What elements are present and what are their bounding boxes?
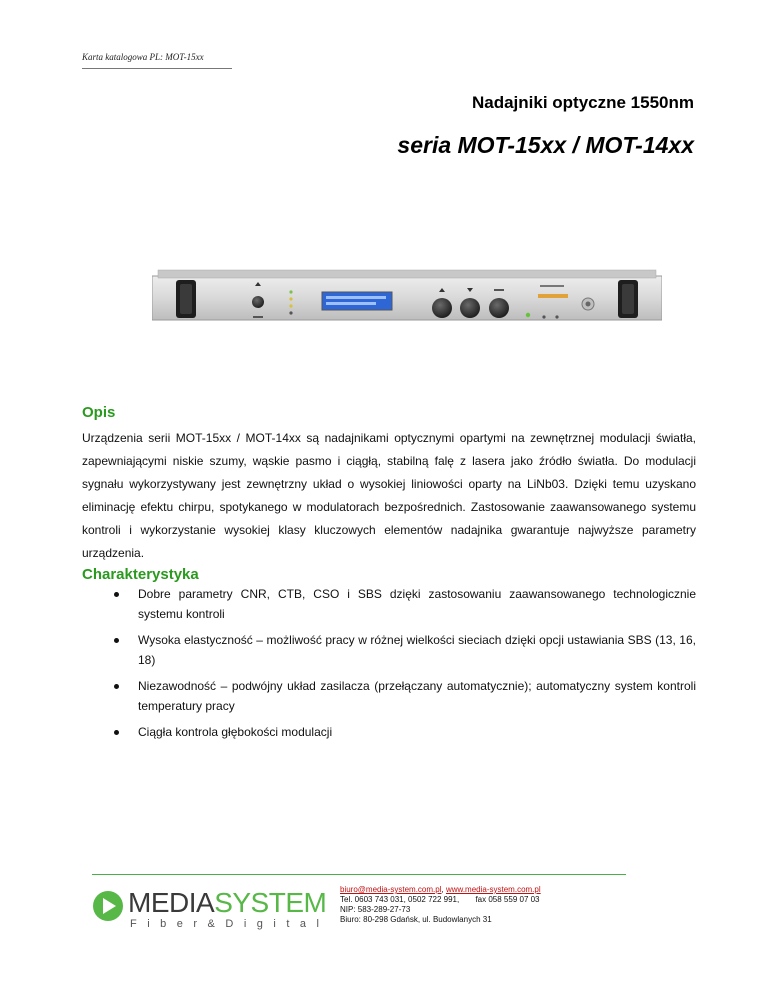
feature-text: Ciągła kontrola głębokości modulacji [138, 725, 333, 739]
nip-text: NIP: 583-289-27-73 [340, 905, 411, 914]
section-heading-features: Charakterystyka [82, 566, 199, 583]
bullet-icon [114, 638, 119, 643]
feature-list [82, 584, 696, 748]
company-logo [92, 886, 330, 936]
phone-text: Tel. 0603 743 031, 0502 722 991, [340, 895, 460, 904]
fax-text: fax 058 559 07 03 [475, 895, 540, 904]
list-item [82, 722, 696, 742]
section-heading-description: Opis [82, 404, 116, 421]
list-item [82, 584, 696, 624]
feature-text: Dobre parametry CNR, CTB, CSO i SBS dzięki zastosowaniu zaawansowanego technologicznie systemu kontroli [138, 587, 696, 621]
contact-block [340, 885, 541, 925]
list-item [82, 676, 696, 716]
logo-system-text: SYSTEM [214, 887, 327, 918]
series-title: seria MOT-15xx / MOT-14xx [397, 132, 694, 158]
logo-media-text: MEDIA [128, 887, 215, 918]
address-text: Biuro: 80-298 Gdańsk, ul. Budowlanych 31 [340, 915, 492, 924]
feature-text: Niezawodność – podwójny układ zasilacza (przełączany automatycznie); automatyczny system kontroli temperatury pracy [138, 679, 696, 713]
description-paragraph: Urządzenia serii MOT-15xx / MOT-14xx są nadajnikami optycznymi opartymi na zewnętrznej modulacji światła, zapewniającymi niskie szumy, wąskie pasmo i ciągłą, stabilną falę z lasera jako źródło światła. Do modulacji sygnału wykorzystywany jest zewnętrzny układ o wysokiej liniowości oparty na LiNb03. Dzięki temu uzyskano eliminację efektu chirpu, spotykanego w modulatorach bezpośrednich. Zastosowanie zaawansowanego systemu kontroli i wykorzystanie wysokiej klasy kluczowych elementów nadajnika gwarantuje najwyższe parametry urządzenia. [82, 431, 696, 560]
email-link[interactable]: biuro@media-system.com.pl [340, 885, 442, 894]
bullet-icon [114, 592, 119, 597]
list-item [82, 630, 696, 670]
running-head: Karta katalogowa PL: MOT-15xx [82, 52, 204, 62]
feature-text: Wysoka elastyczność – możliwość pracy w różnej wielkości sieciach dzięki opcji ustawiania SBS (13, 16, 18) [138, 633, 696, 667]
page-title: Nadajniki optyczne 1550nm [471, 93, 694, 112]
product-photo [152, 262, 662, 334]
header-rule [82, 68, 232, 69]
bullet-icon [114, 684, 119, 689]
website-link[interactable]: www.media-system.com.pl [445, 885, 541, 894]
link-separator: , [441, 885, 446, 894]
footer-rule [92, 874, 626, 875]
logo-tagline: Fiber&Digital [130, 918, 330, 930]
bullet-icon [114, 730, 119, 735]
play-icon [92, 890, 124, 922]
